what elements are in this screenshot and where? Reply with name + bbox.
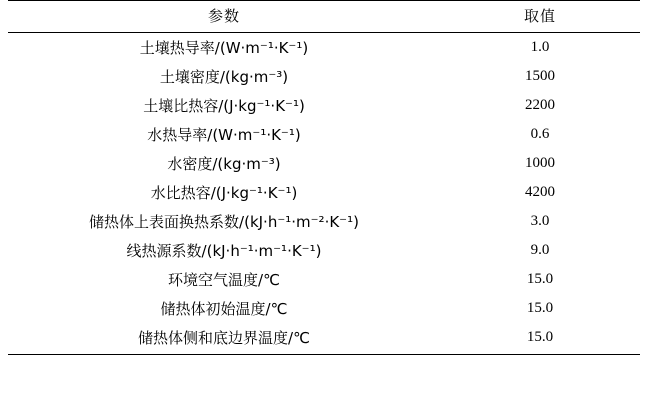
parameter-value: 15.0 <box>440 323 640 355</box>
table-row <box>8 33 640 63</box>
parameter-table <box>8 0 640 355</box>
table-row <box>8 178 640 207</box>
table-row <box>8 62 640 91</box>
parameter-name: 储热体侧和底边界温度/℃ <box>8 323 440 355</box>
table-row <box>8 236 640 265</box>
table-row <box>8 149 640 178</box>
parameter-value: 1.0 <box>530 39 550 55</box>
parameter-value: 4200 <box>525 184 555 200</box>
table-row <box>8 323 640 355</box>
table-row <box>8 265 640 294</box>
parameter-name: 储热体初始温度/℃ <box>160 300 288 318</box>
parameter-name: 土壤比热容/(J·kg⁻¹·K⁻¹) <box>143 97 305 115</box>
parameter-name: 土壤热导率/(W·m⁻¹·K⁻¹) <box>139 39 309 57</box>
column-header-value: 取值 <box>440 1 640 33</box>
parameter-value: 15.0 <box>526 271 554 287</box>
parameter-value: 1500 <box>525 68 555 84</box>
table-body <box>8 33 640 355</box>
table-row <box>8 207 640 236</box>
parameter-value: 3.0 <box>530 213 550 229</box>
table-header <box>8 1 640 33</box>
parameter-name: 线热源系数/(kJ·h⁻¹·m⁻¹·K⁻¹) <box>126 242 322 260</box>
parameter-value: 2200 <box>525 97 555 113</box>
table-row <box>8 120 640 149</box>
parameter-name: 水密度/(kg·m⁻³) <box>167 155 281 173</box>
column-header-parameter: 参数 <box>8 1 440 33</box>
parameter-name: 水热导率/(W·m⁻¹·K⁻¹) <box>147 126 301 144</box>
parameter-name: 环境空气温度/℃ <box>168 271 280 289</box>
parameter-name: 水比热容/(J·kg⁻¹·K⁻¹) <box>150 184 298 202</box>
parameter-value: 0.6 <box>530 126 550 142</box>
parameter-value: 15.0 <box>526 300 554 316</box>
table-row <box>8 91 640 120</box>
table-header-row <box>8 1 640 33</box>
parameter-value: 9.0 <box>530 242 550 258</box>
parameter-value: 1000 <box>525 155 555 171</box>
parameter-name: 土壤密度/(kg·m⁻³) <box>159 68 289 86</box>
table-row <box>8 294 640 323</box>
parameter-name: 储热体上表面换热系数/(kJ·h⁻¹·m⁻²·K⁻¹) <box>89 213 359 231</box>
